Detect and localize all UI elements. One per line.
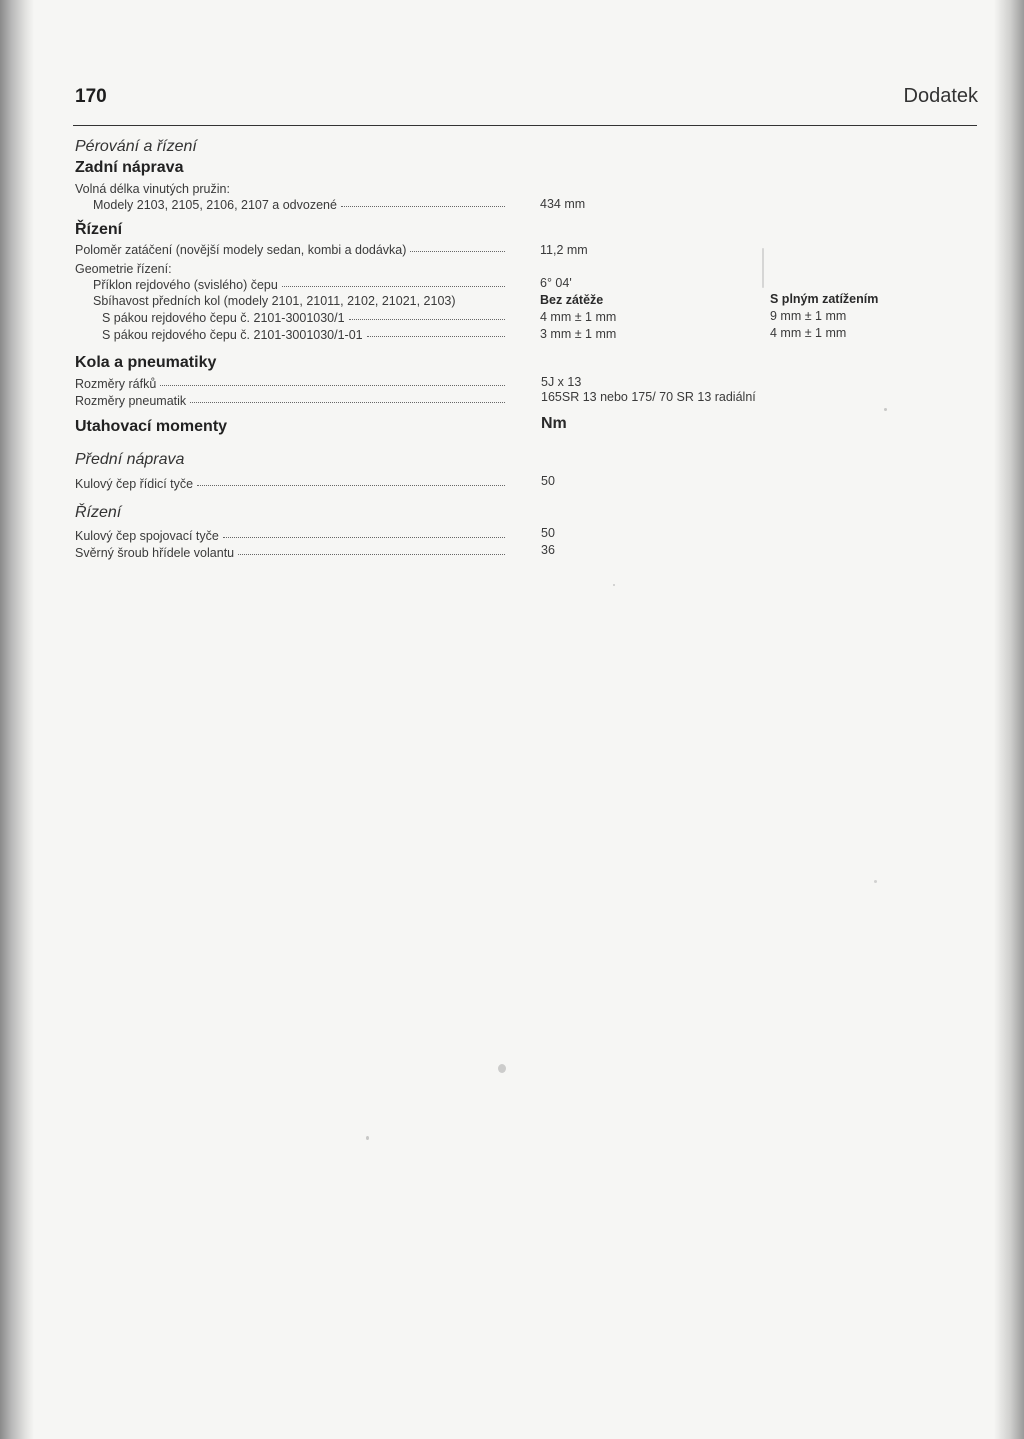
heading-wheels-tyres: Kola a pneumatiky	[75, 354, 217, 371]
row-steering-shaft-clamp: Svěrný šroub hřídele volantu	[75, 546, 505, 560]
row-turning-radius: Poloměr zatáčení (novější modely sedan, kombi a dodávka)	[75, 243, 505, 257]
row-tie-rod-ball-joint: Kulový čep řídicí tyče	[75, 477, 505, 491]
row-kingpin-inclination: Příklon rejdového (svislého) čepu	[93, 278, 505, 292]
leader-dots	[282, 285, 505, 287]
heading-rear-axle: Zadní náprava	[75, 159, 184, 176]
leader-dots	[197, 484, 505, 486]
value-turning-radius: 11,2 mm	[540, 243, 588, 257]
heading-torque: Utahovací momenty	[75, 418, 228, 435]
leader-dots	[238, 553, 505, 555]
torque-unit: Nm	[541, 415, 567, 432]
row-rim-size: Rozměry ráfků	[75, 377, 505, 391]
row-link-ball-joint: Kulový čep spojovací tyče	[75, 529, 505, 543]
column-full-load: S plným zatížením	[770, 292, 879, 306]
leader-dots	[367, 335, 505, 337]
leader-dots	[410, 250, 505, 252]
value-lever-1-full-load: 9 mm ± 1 mm	[770, 309, 847, 323]
label-toe-in: Sbíhavost předních kol (modely 2101, 21011, 2102, 21021, 2103)	[93, 294, 456, 308]
row-lever-2: S pákou rejdového čepu č. 2101-3001030/1-01	[102, 328, 505, 342]
leader-dots	[160, 384, 505, 386]
row-models-spring: Modely 2103, 2105, 2106, 2107 a odvozené	[93, 198, 505, 212]
value-lever-2-full-load: 4 mm ± 1 mm	[770, 326, 847, 340]
row-tyre-size: Rozměry pneumatik	[75, 394, 505, 408]
value-steering-shaft-clamp: 36	[541, 543, 555, 557]
subheading-steering-torque: Řízení	[75, 504, 122, 521]
value-tyre-size: 165SR 13 nebo 175/ 70 SR 13 radiální	[541, 390, 756, 404]
value-kingpin-inclination: 6° 04'	[540, 276, 572, 290]
heading-steering: Řízení	[75, 221, 123, 238]
value-spring-length: 434 mm	[540, 197, 586, 211]
scan-speck	[498, 1064, 506, 1073]
section-title-suspension-steering: Pérování a řízení	[75, 138, 197, 155]
scan-speck	[762, 248, 764, 288]
value-tie-rod-ball-joint: 50	[541, 474, 555, 488]
scan-speck	[366, 1136, 369, 1140]
value-rim-size: 5J x 13	[541, 375, 582, 389]
leader-dots	[190, 401, 505, 403]
page-number: 170	[75, 86, 107, 107]
scan-speck	[884, 408, 887, 411]
scan-speck	[613, 584, 615, 586]
chapter-title: Dodatek	[903, 85, 978, 107]
scan-speck	[874, 880, 877, 883]
value-lever-1-no-load: 4 mm ± 1 mm	[540, 310, 617, 324]
leader-dots	[341, 205, 505, 207]
value-link-ball-joint: 50	[541, 526, 555, 540]
column-no-load: Bez zátěže	[540, 293, 604, 307]
leader-dots	[223, 536, 505, 538]
label-spring-length: Volná délka vinutých pružin:	[75, 182, 230, 196]
subheading-front-axle: Přední náprava	[75, 451, 185, 468]
label-steering-geometry: Geometrie řízení:	[75, 262, 172, 276]
leader-dots	[349, 318, 505, 320]
row-lever-1: S pákou rejdového čepu č. 2101-3001030/1	[102, 311, 505, 325]
value-lever-2-no-load: 3 mm ± 1 mm	[540, 327, 617, 341]
